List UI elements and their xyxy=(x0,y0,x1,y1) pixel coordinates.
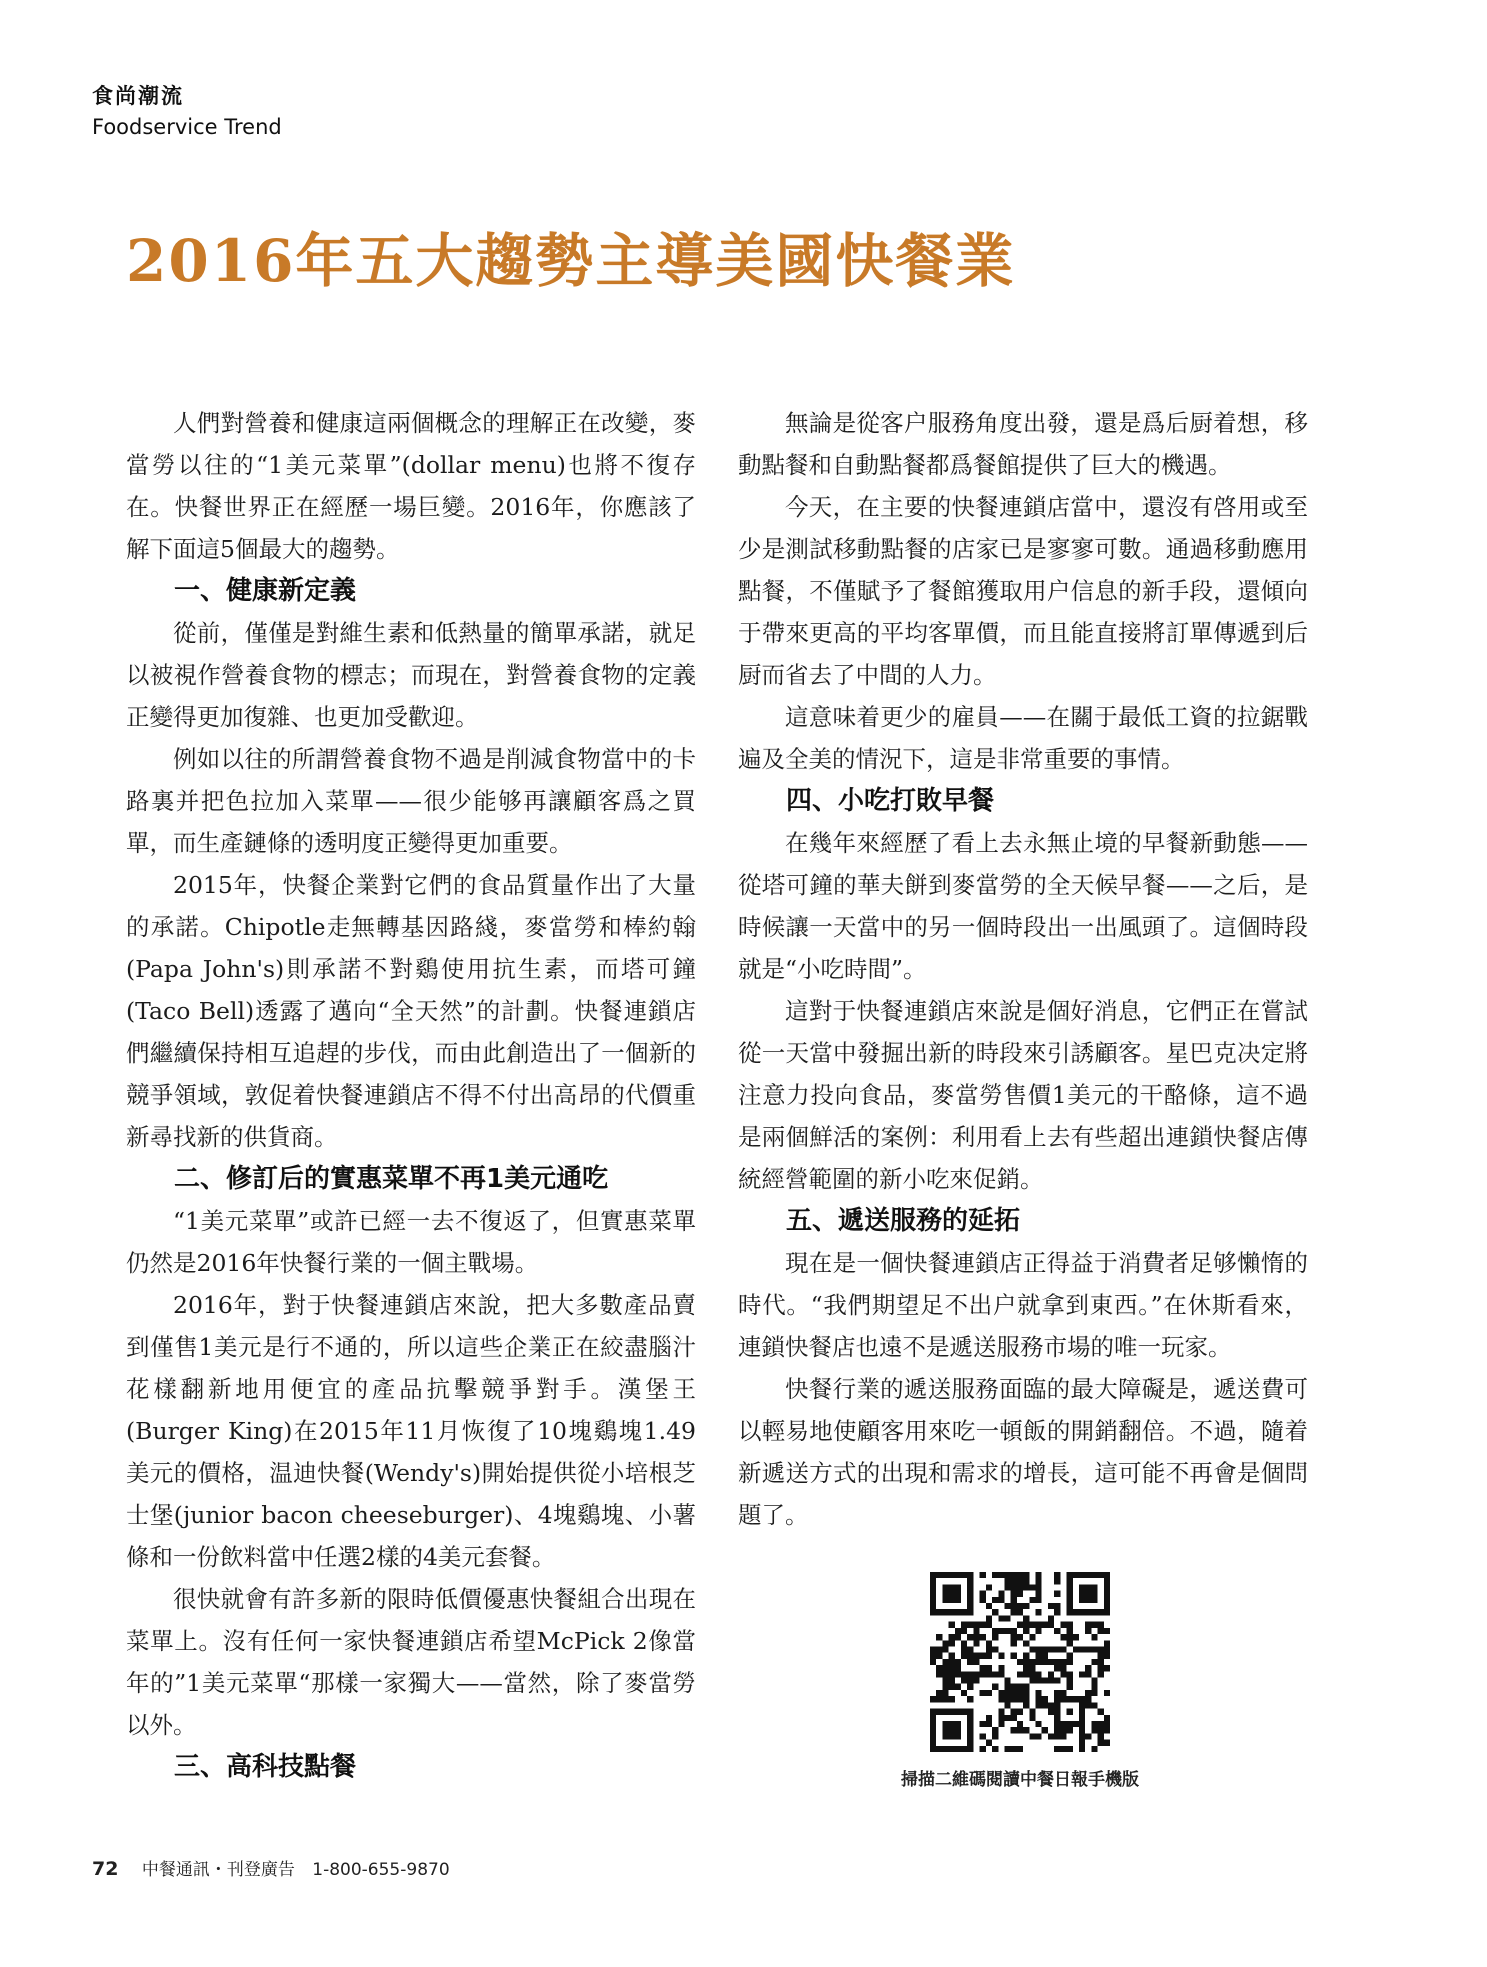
page-number: 72 xyxy=(92,1858,119,1880)
paragraph: 今天，在主要的快餐連鎖店當中，還沒有啓用或至少是測試移動點餐的店家已是寥寥可數。通過移動應用點餐，不僅賦予了餐館獲取用户信息的新手段，還傾向于帶來更高的平均客單價，而且能直接將訂單傳遞到后厨而省去了中間的人力。 xyxy=(738,493,1308,689)
subheading: 五、遞送服務的延拓 xyxy=(786,1206,1021,1236)
qr-caption: 掃描二維碼閱讀中餐日報手機版 xyxy=(901,1770,1139,1790)
paragraph: 人們對營養和健康這兩個概念的理解正在改變，麥當勞以往的“1美元菜單”(dollar menu)也將不復存在。快餐世界正在經歷一場巨變。2016年，你應該了解下面這5個最大的趨勢。 xyxy=(126,409,696,563)
section-title-chinese: 食尚潮流 xyxy=(92,84,184,108)
right-column xyxy=(738,402,1308,1536)
paragraph: 無論是從客户服務角度出發，還是爲后厨着想，移動點餐和自動點餐都爲餐館提供了巨大的機遇。 xyxy=(738,409,1308,479)
paragraph: 例如以往的所謂營養食物不過是削減食物當中的卡路裏并把色拉加入菜單——很少能够再讓顧客爲之買單，而生產鏈條的透明度正變得更加重要。 xyxy=(126,745,696,857)
paragraph: 從前，僅僅是對維生素和低熱量的簡單承諾，就足以被視作營養食物的標志；而現在，對營養食物的定義正變得更加復雜、也更加受歡迎。 xyxy=(126,619,696,731)
section-title-english: Foodservice Trend xyxy=(92,115,282,139)
qr-code-icon xyxy=(930,1572,1110,1752)
paragraph: 很快就會有許多新的限時低價優惠快餐組合出現在菜單上。沒有任何一家快餐連鎖店希望McPick 2像當年的”1美元菜單“那樣一家獨大——當然，除了麥當勞以外。 xyxy=(126,1585,696,1739)
left-column xyxy=(126,402,696,1788)
paragraph: 現在是一個快餐連鎖店正得益于消費者足够懶惰的時代。“我們期望足不出户就拿到東西。”在休斯看來，連鎖快餐店也遠不是遞送服務市場的唯一玩家。 xyxy=(738,1249,1308,1361)
paragraph: 這意味着更少的雇員——在關于最低工資的拉鋸戰遍及全美的情況下，這是非常重要的事情。 xyxy=(738,703,1308,773)
subheading: 二、修訂后的實惠菜單不再1美元通吃 xyxy=(174,1164,609,1194)
paragraph: 2015年，快餐企業對它們的食品質量作出了大量的承諾。Chipotle走無轉基因路綫，麥當勞和棒約翰(Papa John's)則承諾不對鷄使用抗生素，而塔可鐘(Taco Bell)透露了邁向“全天然”的計劃。快餐連鎖店們繼續保持相互追趕的步伐，而由此創造出了一個新的競爭領域，敦促着快餐連鎖店不得不付出高昂的代價重新尋找新的供貨商。 xyxy=(126,871,696,1151)
paragraph: 這對于快餐連鎖店來說是個好消息，它們正在嘗試從一天當中發掘出新的時段來引誘顧客。星巴克决定將注意力投向食品，麥當勞售價1美元的干酪條，這不過是兩個鮮活的案例：利用看上去有些超出連鎖快餐店傳統經營範圍的新小吃來促銷。 xyxy=(738,997,1308,1193)
page-footer xyxy=(92,1855,450,1880)
subheading: 一、健康新定義 xyxy=(174,576,357,606)
phone-number: 1-800-655-9870 xyxy=(312,1860,450,1880)
subheading: 四、小吃打敗早餐 xyxy=(786,786,995,816)
publication-name: 中餐通訊・刊登廣告 xyxy=(141,1860,295,1880)
paragraph: 快餐行業的遞送服務面臨的最大障礙是，遞送費可以輕易地使顧客用來吃一頓飯的開銷翻倍。不過，隨着新遞送方式的出現和需求的增長，這可能不再會是個問題了。 xyxy=(738,1375,1308,1529)
paragraph: “1美元菜單”或許已經一去不復返了，但實惠菜單仍然是2016年快餐行業的一個主戰場。 xyxy=(126,1207,696,1277)
qr-code-image[interactable] xyxy=(930,1572,1110,1752)
paragraph: 2016年，對于快餐連鎖店來說，把大多數產品賣到僅售1美元是行不通的，所以這些企業正在絞盡腦汁花樣翻新地用便宜的產品抗擊競爭對手。漢堡王(Burger King)在2015年11月恢復了10塊鷄塊1.49美元的價格，温迪快餐(Wendy's)開始提供從小培根芝士堡(junior bacon cheeseburger)、4塊鷄塊、小薯條和一份飲料當中任選2樣的4美元套餐。 xyxy=(126,1291,696,1571)
paragraph: 在幾年來經歷了看上去永無止境的早餐新動態——從塔可鐘的華夫餅到麥當勞的全天候早餐——之后，是時候讓一天當中的另一個時段出一出風頭了。這個時段就是“小吃時間”。 xyxy=(738,829,1308,983)
article-title: 2016年五大趨勢主導美國快餐業 xyxy=(126,227,1016,295)
subheading: 三、高科技點餐 xyxy=(174,1752,357,1782)
